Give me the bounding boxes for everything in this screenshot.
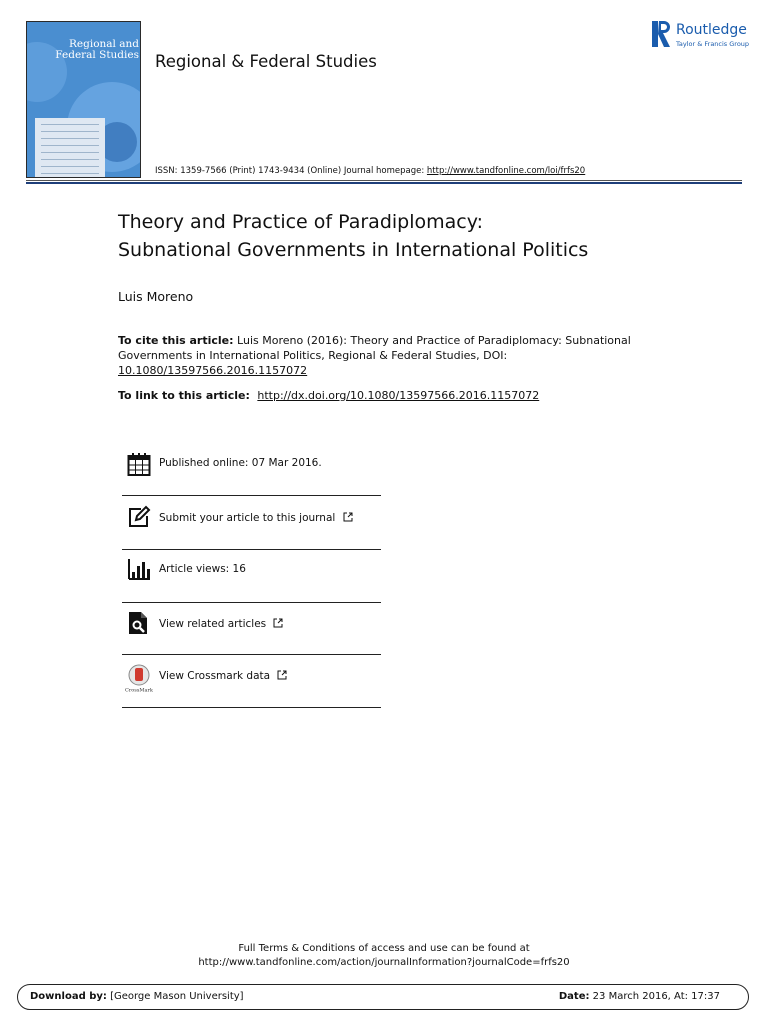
- logo-subtitle: Taylor & Francis Group: [676, 40, 750, 48]
- terms-link[interactable]: http://www.tandfonline.com/action/journalInformation?journalCode=frfs20: [198, 957, 570, 968]
- info-divider: [122, 549, 381, 550]
- citation-block: [118, 333, 658, 378]
- edit-icon: [127, 505, 151, 529]
- crossmark-caption: CrossMark: [125, 687, 153, 693]
- external-link-icon: [343, 512, 353, 522]
- related-articles-label: View related articles: [159, 618, 267, 630]
- terms-line1: Full Terms & Conditions of access and use can be found at: [238, 943, 530, 954]
- info-divider: [122, 495, 381, 496]
- download-date: [559, 991, 720, 1002]
- publisher-logo[interactable]: [652, 21, 752, 51]
- published-date-text: Published online: 07 Mar 2016.: [159, 457, 322, 469]
- crossmark-label: View Crossmark data: [159, 670, 271, 682]
- routledge-logo-icon: [652, 21, 671, 47]
- header-rule-accent: [26, 182, 742, 184]
- download-by: [30, 991, 244, 1002]
- info-divider: [122, 602, 381, 603]
- cite-doi-link[interactable]: 10.1080/13597566.2016.1157072: [118, 364, 308, 377]
- info-divider: [122, 654, 381, 655]
- bar-chart-icon: [127, 557, 151, 581]
- journal-title: Regional & Federal Studies: [155, 52, 377, 71]
- article-link-line: [118, 389, 539, 402]
- crossmark-icon: [125, 663, 153, 693]
- submit-article-label: Submit your article to this journal: [159, 512, 336, 524]
- calendar-icon: [127, 452, 151, 476]
- journal-cover-image: [26, 21, 141, 178]
- article-title: [118, 208, 718, 264]
- info-related-articles[interactable]: [122, 608, 381, 660]
- submit-article-link[interactable]: [159, 512, 353, 524]
- logo-name: Routledge: [676, 22, 747, 38]
- download-label: Download by:: [30, 991, 107, 1002]
- crossmark-link[interactable]: [159, 670, 287, 682]
- link-label: To link to this article:: [118, 389, 250, 402]
- author-name: Luis Moreno: [118, 289, 194, 304]
- download-value: [George Mason University]: [110, 991, 244, 1002]
- cite-text: Luis Moreno (2016): Theory and Practice of Paradiplomacy: Subnational Governments in International Politics, Regional & Federal Studies, DOI:: [118, 334, 631, 362]
- date-value: 23 March 2016, At: 17:37: [592, 991, 720, 1002]
- download-info-bar: [17, 984, 749, 1010]
- article-doi-link[interactable]: http://dx.doi.org/10.1080/13597566.2016.1157072: [257, 389, 540, 402]
- search-document-icon: [127, 611, 151, 635]
- info-article-views: [122, 556, 381, 608]
- article-title-line2: Subnational Governments in International Politics: [118, 239, 589, 261]
- info-submit-article[interactable]: [122, 503, 381, 555]
- issn-line: [155, 166, 585, 176]
- cover-title: Regional and Federal Studies: [55, 38, 139, 61]
- info-divider: [122, 707, 381, 708]
- info-crossmark[interactable]: [122, 661, 381, 713]
- date-label: Date:: [558, 991, 590, 1002]
- terms-notice: [0, 942, 768, 970]
- cite-label: To cite this article:: [118, 334, 234, 347]
- external-link-icon: [273, 618, 283, 628]
- article-views-text: Article views: 16: [159, 563, 246, 575]
- article-title-line1: Theory and Practice of Paradiplomacy:: [118, 211, 483, 233]
- issn-text: ISSN: 1359-7566 (Print) 1743-9434 (Online) Journal homepage:: [155, 166, 425, 176]
- header-rule: [26, 180, 742, 181]
- related-articles-link[interactable]: [159, 618, 283, 630]
- external-link-icon: [277, 670, 287, 680]
- cover-contents-box: [35, 118, 105, 178]
- journal-homepage-link[interactable]: http://www.tandfonline.com/loi/frfs20: [426, 166, 586, 176]
